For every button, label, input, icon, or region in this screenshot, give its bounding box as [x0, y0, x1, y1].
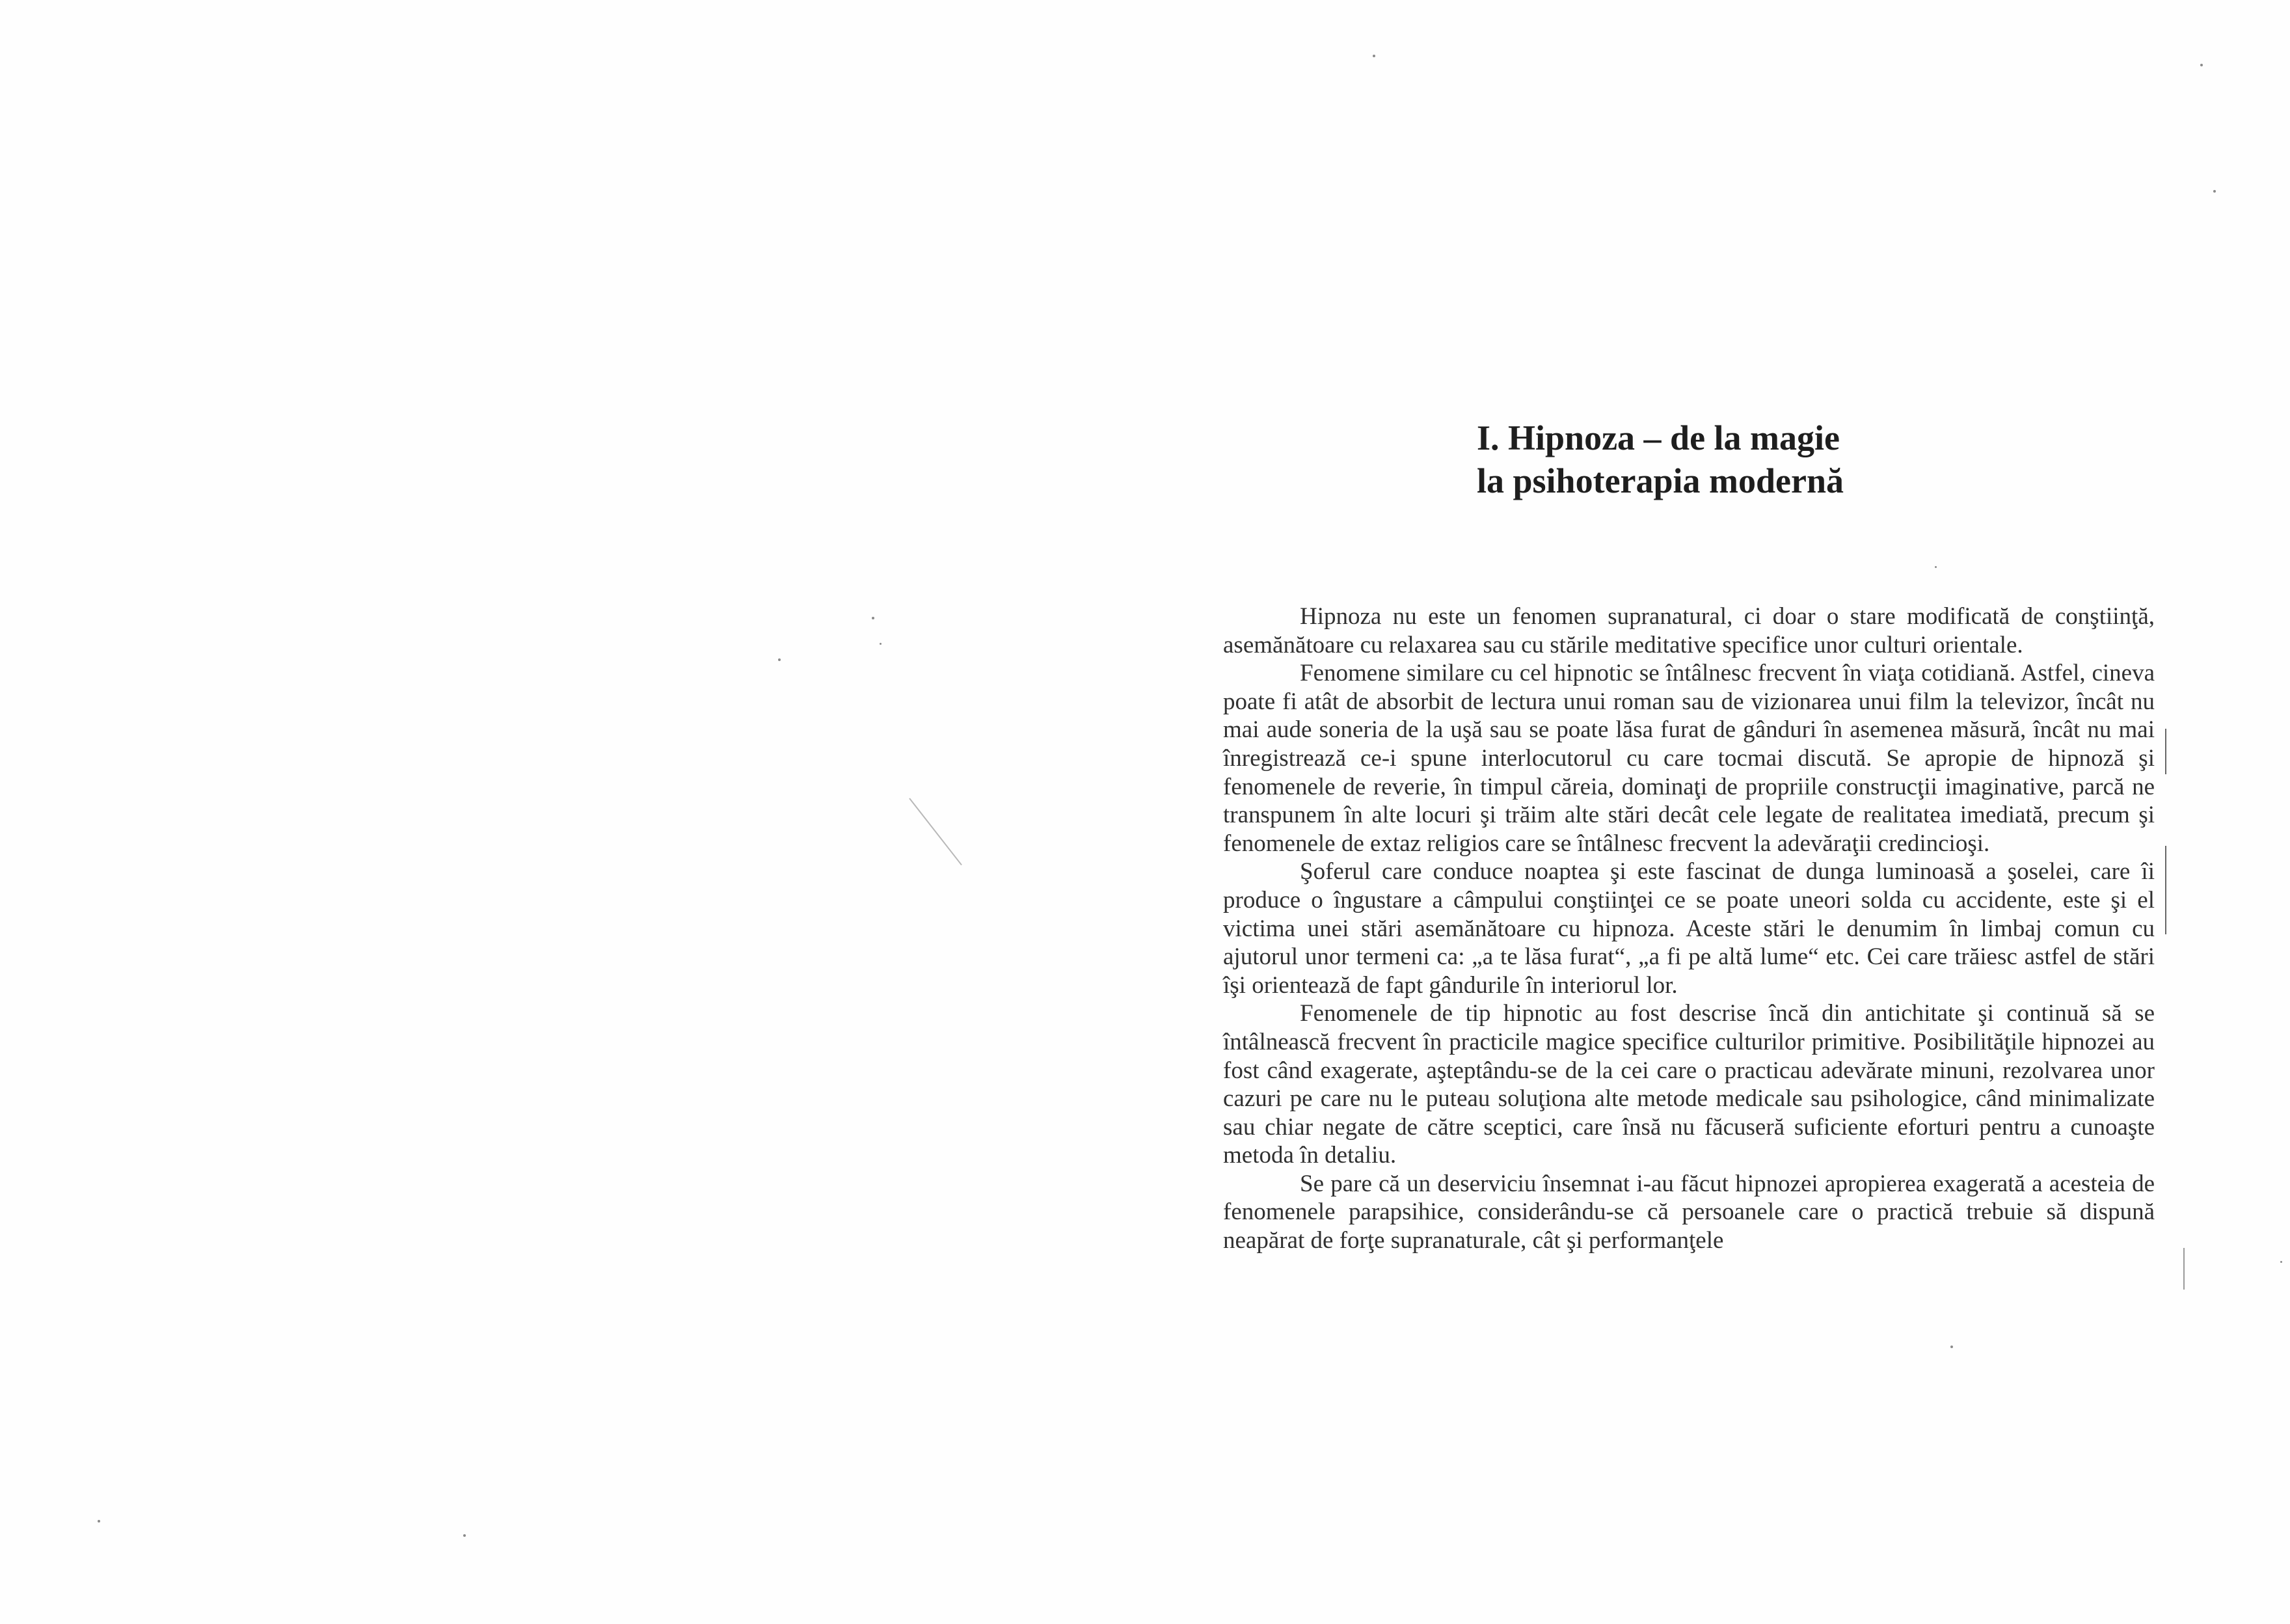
margin-line [2165, 846, 2166, 934]
paragraph: Şoferul care conduce noaptea şi este fascinat de dunga luminoasă a şoselei, care îi produce o îngustare a câmpului conştiinţei ce se poate uneori solda cu accidente, este şi el victima unei stări asemănătoare cu hipnoza. Aceste stări le denumim în limbaj comun cu ajutorul unor termeni ca: „a te lăsa furat“, „a fi pe altă lume“ etc. Cei care trăiesc astfel de stări îşi orientează de fapt gândurile în interiorul lor. [1223, 858, 2155, 999]
chapter-title [1477, 416, 1932, 502]
scan-mark [909, 798, 962, 865]
scan-speck [2280, 1261, 2282, 1263]
paragraph: Se pare că un deserviciu însemnat i-au făcut hipnozei apropierea exagerată a acesteia de fenomenele parapsihice, considerându-se că persoanele care o practică trebuie să dispună neapărat de forţe supranaturale, cât şi performanţele [1223, 1170, 2155, 1254]
paragraph: Fenomenele de tip hipnotic au fost descrise încă din antichitate şi continuă să se întâlnească frecvent în practicile magice specifice culturilor primitive. Posibilităţile hipnozei au fost când exagerate, aşteptându-se de la cei care o practicau adevărate minuni, rezolvarea unor cazuri pe care nu le puteau soluţiona alte metode medicale sau psihologice, când minimalizate sau chiar negate de către sceptici, care însă nu făcuseră suficiente eforturi pentru a cunoaşte metoda în detaliu. [1223, 1000, 2155, 1169]
chapter-title-line-2: la psihoterapia modernă [1477, 461, 1844, 500]
paragraph: Fenomene similare cu cel hipnotic se întâlnesc frecvent în viaţa cotidiană. Astfel, cineva poate fi atât de absorbit de lectura unui roman sau de vizionarea unui film la televizor, încât nu mai aude soneria de la uşă sau se poate lăsa furat de gânduri în asemenea măsură, încât nu mai înregistrează ce-i spune interlocutorul cu care tocmai discută. Se apropie de hipnoză şi fenomenele de reverie, în timpul căreia, dominaţi de propriile construcţii imaginative, parcă ne transpunem în alte locuri şi trăim alte stări decât cele legate de realitatea imediată, precum şi fenomenele de extaz religios care se întâlnesc frecvent la adevăraţii credincioşi. [1223, 660, 2155, 857]
scan-speck [2200, 64, 2203, 66]
scan-speck [1950, 1346, 1953, 1348]
chapter-title-line-1: I. Hipnoza – de la magie [1477, 418, 1840, 457]
scan-speck [1935, 566, 1937, 568]
scan-speck [98, 1520, 100, 1522]
margin-line [2183, 1248, 2185, 1290]
chapter-body [1223, 602, 2155, 1255]
paragraph: Hipnoza nu este un fenomen supranatural, ci doar o stare modificată de conştiinţă, asemănătoare cu relaxarea sau cu stările meditative specifice unor culturi orientale. [1223, 603, 2155, 658]
scan-speck [778, 658, 781, 661]
scan-speck [872, 617, 874, 619]
scan-speck [1373, 55, 1375, 57]
scan-speck [880, 643, 882, 645]
margin-line [2165, 729, 2166, 774]
scan-speck [463, 1534, 466, 1537]
scan-speck [2213, 190, 2216, 193]
